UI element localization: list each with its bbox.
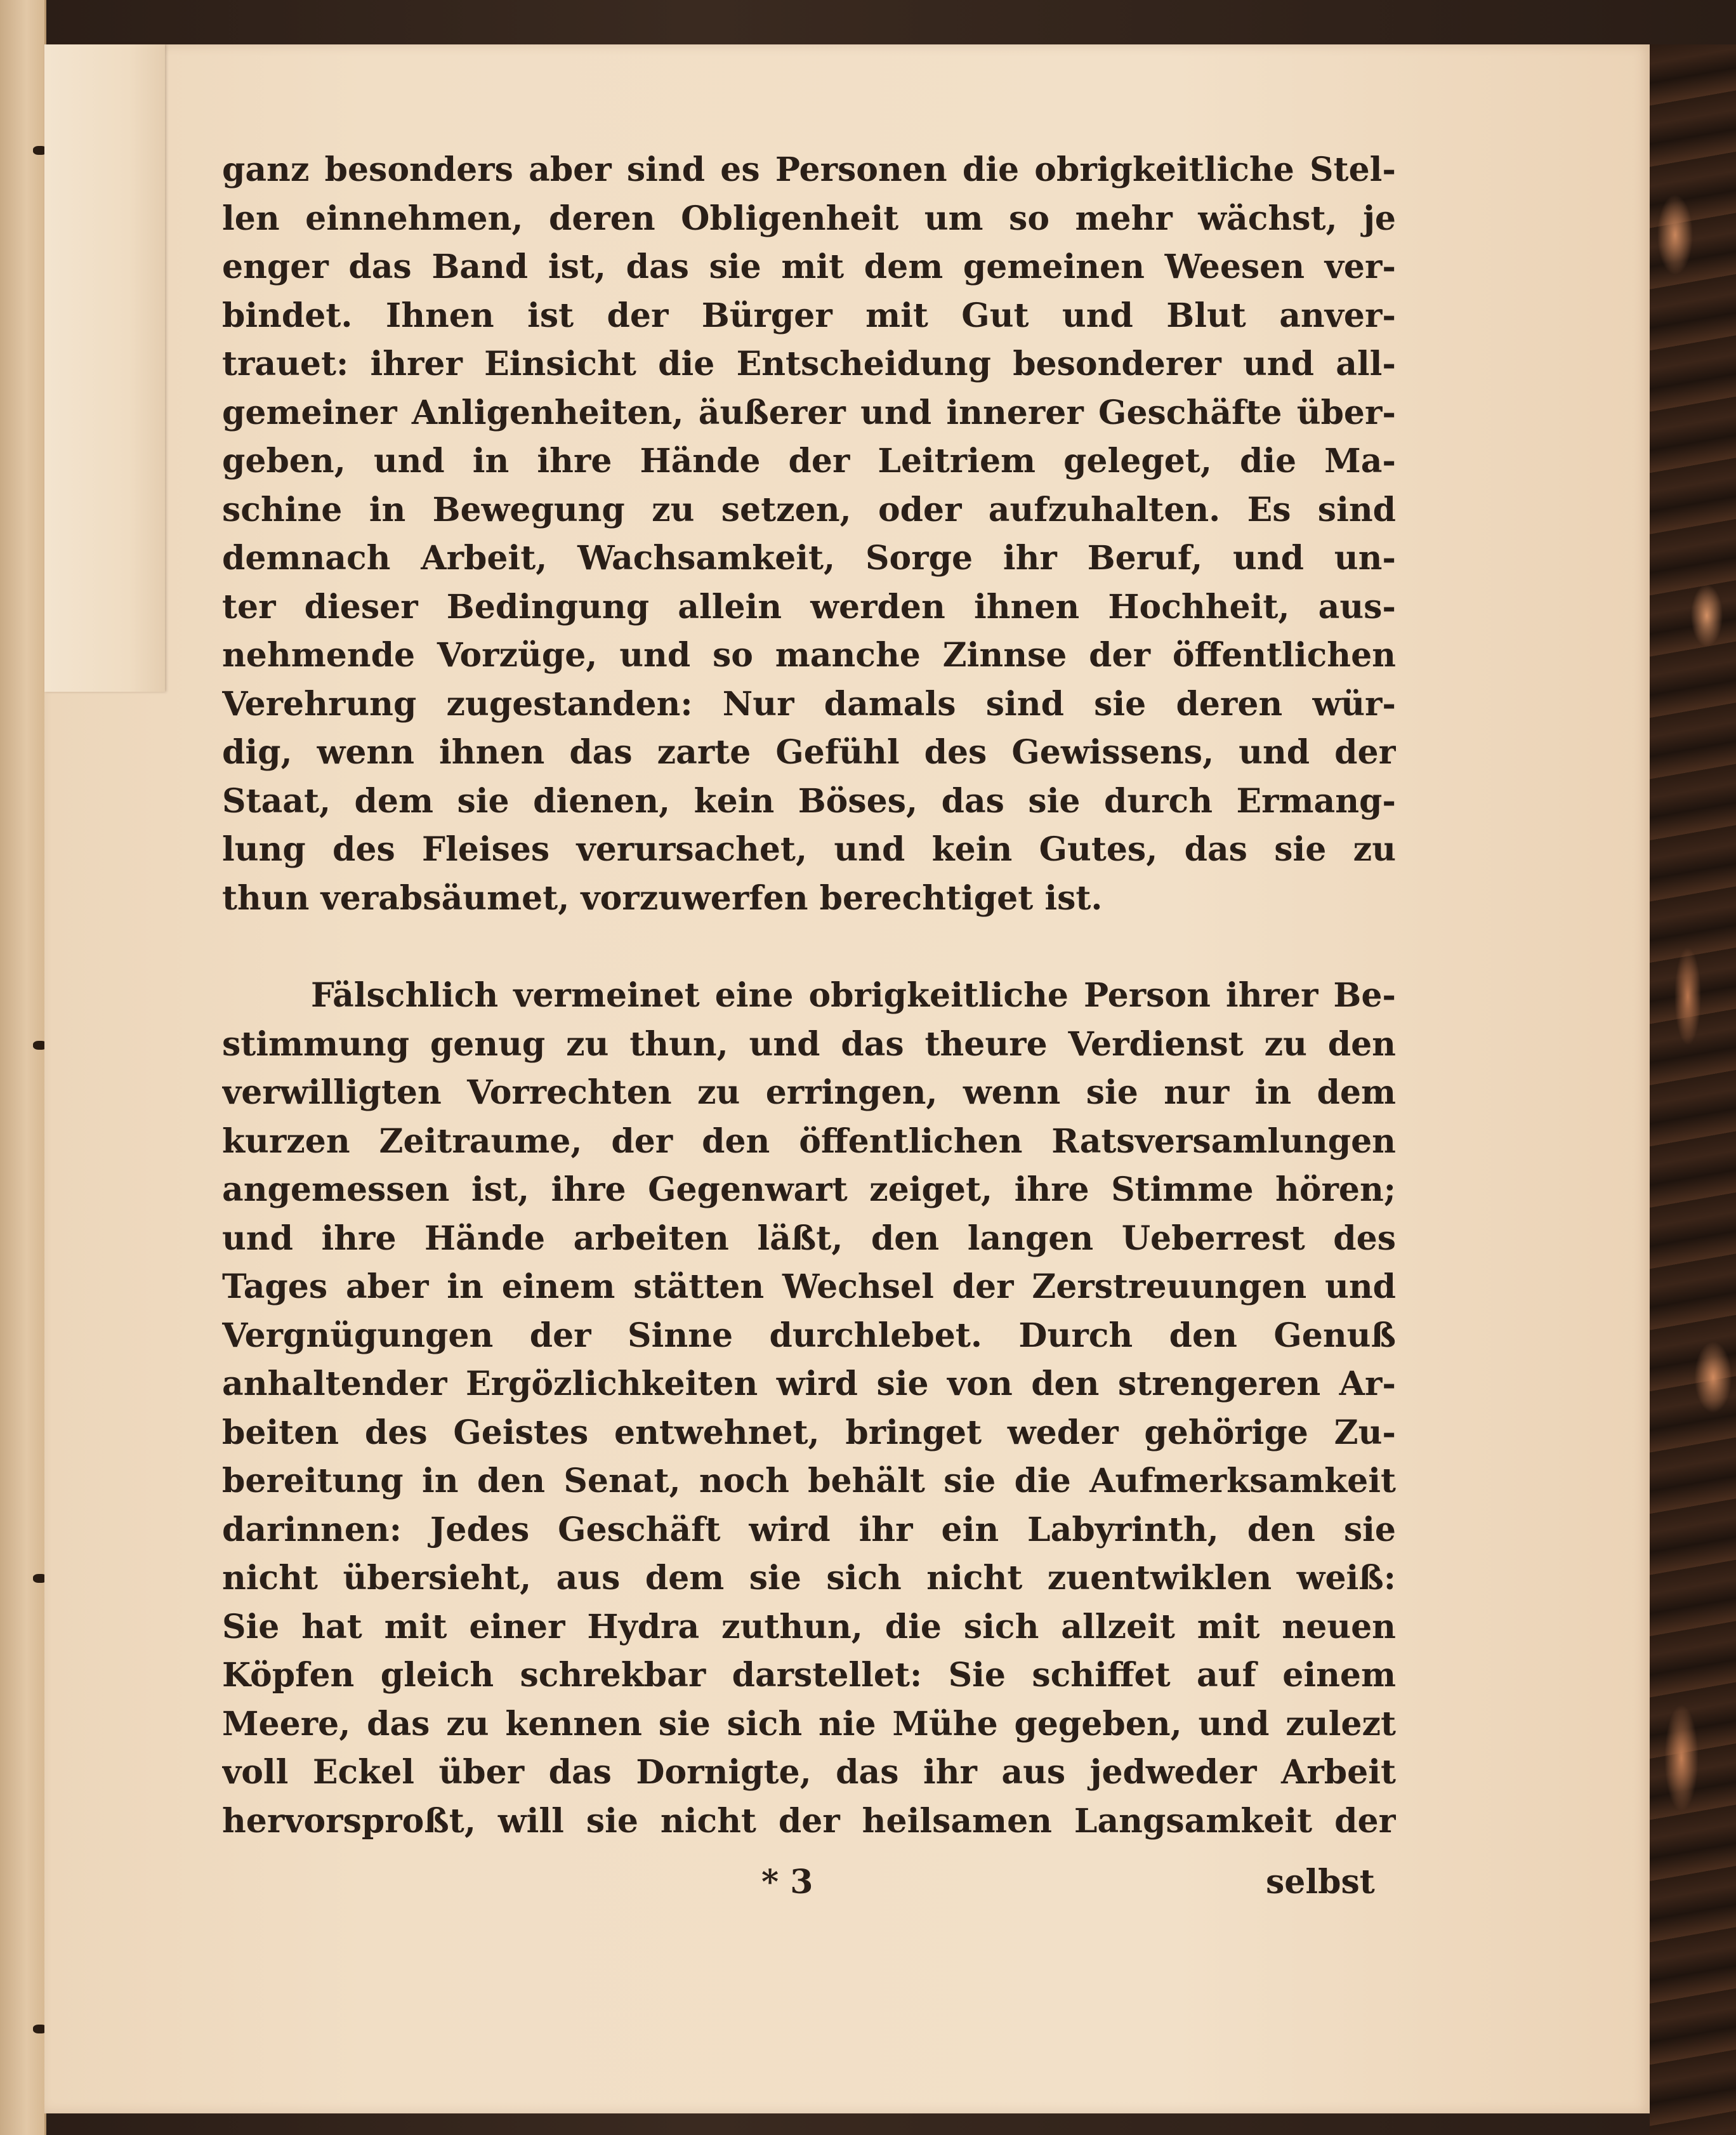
text-line: schine in Bewegung zu setzen, oder aufzuhalten. Es sind bbox=[222, 490, 1396, 529]
marbled-cover-edge bbox=[1650, 44, 1736, 2135]
text-line: Verehrung zugestanden: Nur damals sind sie deren wür- bbox=[222, 684, 1396, 724]
previous-page-edge bbox=[0, 0, 46, 2135]
text-line: beiten des Geistes entwehnet, bringet weder gehörige Zu- bbox=[222, 1413, 1396, 1452]
text-line: Meere, das zu kennen sie sich nie Mühe gegeben, und zulezt bbox=[222, 1704, 1396, 1743]
text-line: verwilligten Vorrechten zu erringen, wenn sie nur in dem bbox=[222, 1073, 1396, 1112]
text-line: demnach Arbeit, Wachsamkeit, Sorge ihr Beruf, und un- bbox=[222, 539, 1396, 578]
text-line: lung des Fleises verursachet, und kein Gutes, das sie zu bbox=[222, 830, 1396, 869]
text-line: geben, und in ihre Hände der Leitriem geleget, die Ma- bbox=[222, 442, 1396, 480]
text-line: Vergnügungen der Sinne durchlebet. Durch den Genuß bbox=[222, 1316, 1396, 1355]
catchword: selbst bbox=[1266, 1863, 1375, 1901]
text-line: len einnehmen, deren Obligenheit um so mehr wächst, je bbox=[222, 199, 1396, 238]
text-line: ganz besonders aber sind es Personen die obrigkeitliche Stel- bbox=[222, 150, 1396, 189]
text-block bbox=[222, 146, 1396, 1846]
text-line: nicht übersieht, aus dem sie sich nicht zuentwiklen weiß: bbox=[222, 1559, 1396, 1597]
text-line: bereitung in den Senat, noch behält sie die Aufmerksamkeit bbox=[222, 1462, 1396, 1500]
text-line: voll Eckel über das Dornigte, das ihr aus jedweder Arbeit bbox=[222, 1753, 1396, 1792]
paragraph-1 bbox=[222, 146, 1396, 923]
text-line: angemessen ist, ihre Gegenwart zeiget, ihre Stimme hören; bbox=[222, 1170, 1396, 1209]
text-line: Sie hat mit einer Hydra zuthun, die sich allzeit mit neuen bbox=[222, 1607, 1396, 1646]
text-line: und ihre Hände arbeiten läßt, den langen Ueberrest des bbox=[222, 1219, 1396, 1258]
text-line: nehmende Vorzüge, und so manche Zinnse der öffentlichen bbox=[222, 636, 1396, 675]
text-line: hervorsproßt, will sie nicht der heilsamen Langsamkeit der bbox=[222, 1801, 1396, 1841]
text-line: Fälschlich vermeinet eine obrigkeitliche Person ihrer Be- bbox=[311, 976, 1396, 1015]
text-line: gemeiner Anligenheiten, äußerer und innerer Geschäfte über- bbox=[222, 393, 1396, 432]
text-line: kurzen Zeitraume, der den öffentlichen Ratsversamlungen bbox=[222, 1121, 1396, 1161]
text-line: Staat, dem sie dienen, kein Böses, das sie durch Ermang- bbox=[222, 781, 1396, 821]
paper-strip bbox=[44, 44, 165, 692]
text-line: ter dieser Bedingung allein werden ihnen Hochheit, aus- bbox=[222, 587, 1396, 626]
text-line: dig, wenn ihnen das zarte Gefühl des Gewissens, und der bbox=[222, 733, 1396, 772]
text-line: bindet. Ihnen ist der Bürger mit Gut und Blut anver- bbox=[222, 296, 1396, 335]
text-line: enger das Band ist, das sie mit dem gemeinen Weesen ver- bbox=[222, 248, 1396, 286]
text-line: Tages aber in einem stätten Wechsel der Zerstreuungen und bbox=[222, 1267, 1396, 1306]
signature-mark: * 3 bbox=[761, 1863, 813, 1901]
text-line: thun verabsäumet, vorzuwerfen berechtiget ist. bbox=[222, 878, 1103, 918]
paragraph-gap bbox=[222, 923, 1396, 972]
text-line: stimmung genug zu thun, und das theure Verdienst zu den bbox=[222, 1024, 1396, 1064]
text-line: trauet: ihrer Einsicht die Entscheidung besonderer und all- bbox=[222, 345, 1396, 383]
text-line: darinnen: Jedes Geschäft wird ihr ein Labyrinth, den sie bbox=[222, 1510, 1396, 1549]
paragraph-2 bbox=[222, 972, 1396, 1846]
text-line: Köpfen gleich schrekbar darstellet: Sie schiffet auf einem bbox=[222, 1656, 1396, 1695]
text-line: anhaltender Ergözlichkeiten wird sie von den strengeren Ar- bbox=[222, 1365, 1396, 1403]
